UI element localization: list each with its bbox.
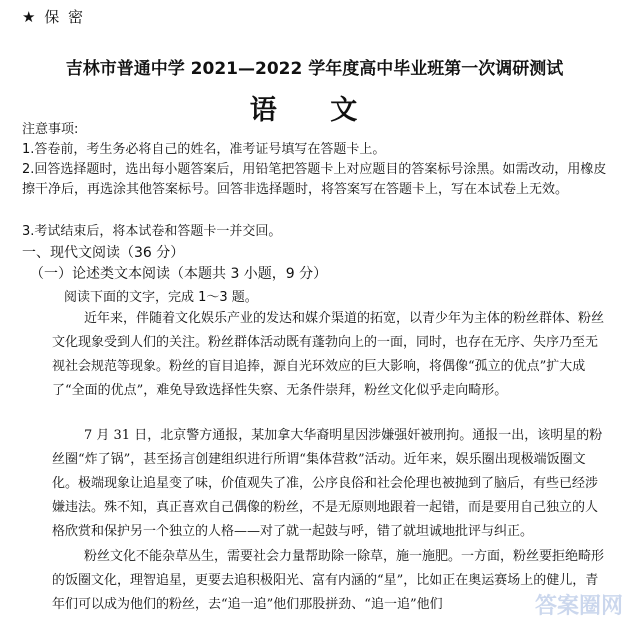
confidential-mark: ★ 保 密 xyxy=(22,8,85,26)
note-item-2: 2.回答选择题时，选出每小题答案后，用铅笔把答题卡上对应题目的答案标号涂黑。如需改动，用橡皮擦干净后，再选涂其他答案标号。回答非选择题时，将答案写在答题卡上，写在本试卷上无效。 xyxy=(22,162,607,197)
passage-paragraph-2: 7 月 31 日，北京警方通报，某加拿大华裔明星因涉嫌强奸被刑拘。通报一出，该明星的粉丝圈“炸了锅”，甚至扬言创建组织进行所谓“集体营救”活动。近年来，娱乐圈出现极端饭圈文化。极端现象让追星变了味，价值观失了准，公序良俗和社会伦理也被抛到了脑后，有些已经涉嫌违法。殊不知，真正喜欢自己偶像的粉丝，不是无原则地跟着一起错，而是要用自己独立的人格欣赏和保护另一个独立的人格——对了就一起鼓与呼，错了就坦诚地批评与纠正。 xyxy=(52,428,603,539)
exam-title: 吉林市普通中学 2021—2022 学年度高中毕业班第一次调研测试 xyxy=(65,59,564,79)
section-subheading: （一）论述类文本阅读（本题共 3 小题，9 分） xyxy=(30,266,328,282)
watermark: 答案圈网 xyxy=(534,594,623,619)
reading-instruction: 阅读下面的文字，完成 1～3 题。 xyxy=(64,290,258,305)
subject-title: 语 文 xyxy=(249,95,380,126)
note-item-3: 3.考试结束后，将本试卷和答题卡一并交回。 xyxy=(22,224,282,239)
notes-title: 注意事项: xyxy=(22,122,79,137)
passage-paragraph-1: 近年来，伴随着文化娱乐产业的发达和媒介渠道的拓宽，以青少年为主体的粉丝群体、粉丝文化现象受到人们的关注。粉丝群体活动既有蓬勃向上的一面，同时，也存在无序、失序乃至无视社会规范等现象。粉丝的盲目追捧，源自光环效应的巨大影响，将偶像“孤立的优点”扩大成了“全面的优点”，难免导致选择性失察、无条件崇拜，粉丝文化似乎走向畸形。 xyxy=(52,311,605,398)
section-heading: 一、现代文阅读（36 分） xyxy=(22,245,185,261)
note-item-1: 1.答卷前，考生务必将自己的姓名，准考证号填写在答题卡上。 xyxy=(22,142,386,157)
passage-paragraph-3: 粉丝文化不能杂草丛生，需要社会力量帮助除一除草，施一施肥。一方面，粉丝要拒绝畸形的饭圈文化，理智追星，更要去追积极阳光、富有内涵的“星”，比如正在奥运赛场上的健儿，青年们可以成为他们的粉丝，去“追一追”他们那股拼劲、“追一追”他们 xyxy=(52,549,605,612)
